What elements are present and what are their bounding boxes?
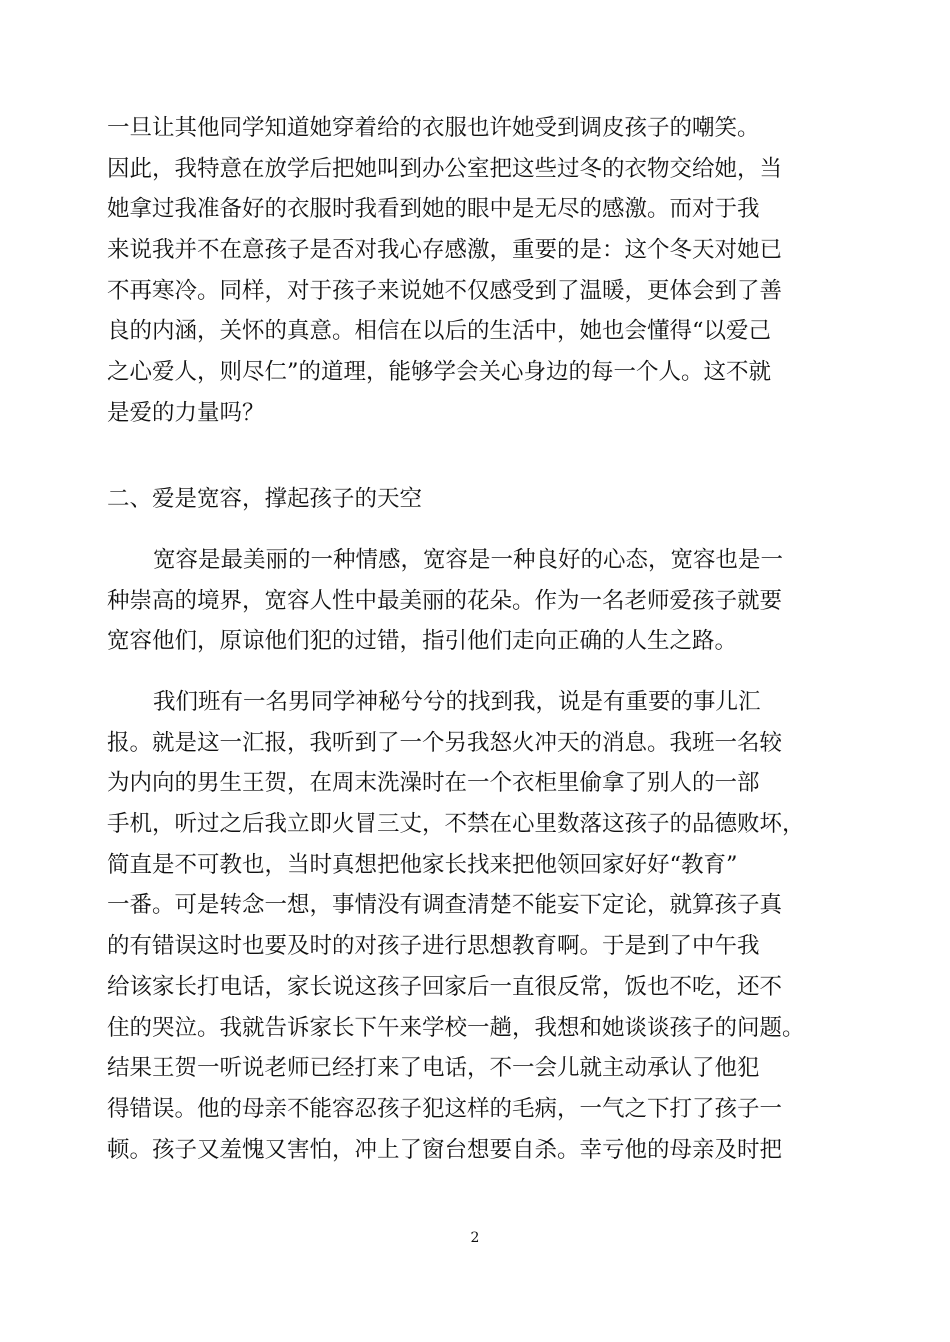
paragraph-line: 报。就是这一汇报，我听到了一个另我怒火冲天的消息。我班一名较 (107, 729, 783, 756)
paragraph-line: 她拿过我准备好的衣服时我看到她的眼中是无尽的感激。而对于我 (107, 196, 760, 223)
paragraph-line: 手机，听过之后我立即火冒三丈，不禁在心里数落这孩子的品德败坏， (107, 811, 805, 838)
paragraph-line: 因此，我特意在放学后把她叫到办公室把这些过冬的衣物交给她，当 (107, 155, 783, 182)
paragraph-line: 来说我并不在意孩子是否对我心存感激，重要的是：这个冬天对她已 (107, 237, 783, 264)
paragraph-line: 为内向的男生王贺，在周末洗澡时在一个衣柜里偷拿了别人的一部 (107, 770, 760, 797)
paragraph-1 (107, 108, 847, 434)
paragraph-3 (107, 682, 847, 1170)
paragraph-2 (107, 540, 847, 662)
paragraph-line: 给该家长打电话，家长说这孩子回家后一直很反常，饭也不吃，还不 (107, 973, 783, 1000)
paragraph-line: 结果王贺一听说老师已经打来了电话，不一会儿就主动承认了他犯 (107, 1055, 760, 1082)
paragraph-line: 一番。可是转念一想，事情没有调查清楚不能妄下定论，就算孩子真 (107, 892, 783, 919)
paragraph-line: 简直是不可教也，当时真想把他家长找来把他领回家好好“教育” (107, 851, 738, 878)
paragraph-line: 种崇高的境界，宽容人性中最美丽的花朵。作为一名老师爱孩子就要 (107, 587, 783, 614)
paragraph-line: 得错误。他的母亲不能容忍孩子犯这样的毛病，一气之下打了孩子一 (107, 1095, 783, 1122)
paragraph-line: 不再寒冷。同样，对于孩子来说她不仅感受到了温暖，更体会到了善 (107, 277, 783, 304)
paragraph-line: 一旦让其他同学知道她穿着给的衣服也许她受到调皮孩子的嘲笑。 (107, 115, 760, 141)
paragraph-line: 的有错误这时也要及时的对孩子进行思想教育啊。于是到了中午我 (107, 933, 760, 960)
paragraph-line: 良的内涵，关怀的真意。相信在以后的生活中，她也会懂得“以爱己 (107, 318, 772, 345)
paragraph-line: 顿。孩子又羞愧又害怕，冲上了窗台想要自杀。幸亏他的母亲及时把 (107, 1136, 783, 1163)
document-body (107, 108, 847, 1163)
paragraph-line: 之心爱人，则尽仁”的道理，能够学会关心身边的每一个人。这不就 (107, 359, 772, 386)
paragraph-line: 我们班有一名男同学神秘兮兮的找到我，说是有重要的事儿汇 (153, 689, 761, 715)
paragraph-line: 宽容是最美丽的一种情感，宽容是一种良好的心态，宽容也是一 (153, 547, 784, 573)
section-heading: 二、爱是宽容，撑起孩子的天空 (107, 486, 423, 512)
paragraph-line: 宽容他们，原谅他们犯的过错，指引他们走向正确的人生之路。 (107, 628, 738, 655)
paragraph-line: 住的哭泣。我就告诉家长下午来学校一趟，我想和她谈谈孩子的问题。 (107, 1014, 805, 1041)
page-number: 2 (470, 1230, 480, 1246)
paragraph-line: 是爱的力量吗？ (107, 399, 265, 426)
